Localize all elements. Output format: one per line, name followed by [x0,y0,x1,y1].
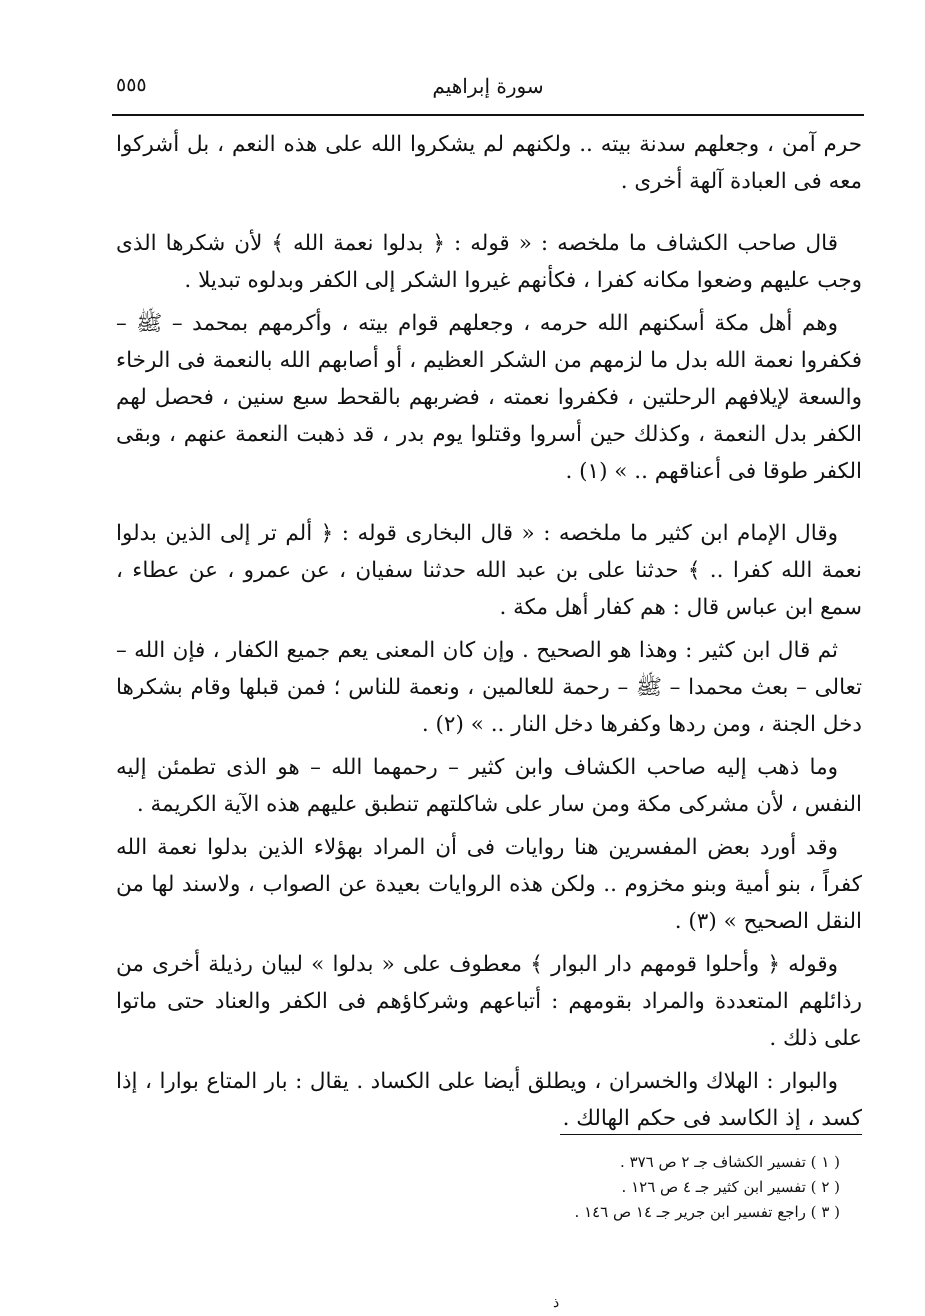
paragraph: وما ذهب إليه صاحب الكشاف وابن كثير – رحمهما الله – هو الذى تطمئن إليه النفس ، لأن مشركى مكة ومن سار على شاكلتهم تنطبق عليهم هذه الآية الكريمة . [116,755,862,817]
footnote: ( ١ ) تفسير الكشاف جـ ٢ ص ٣٧٦ . [620,1153,840,1171]
body-text [116,126,862,1137]
paragraph: وقوله ﴿ وأحلوا قومهم دار البوار ﴾ معطوف على « بدلوا » لبيان رذيلة أخرى من رذائلهم المتعددة والمراد بقومهم : أتباعهم وشركاؤهم فى الكفر والعناد حتى ماتوا على ذلك . [116,952,862,1051]
header-divider [112,114,864,116]
paragraph: وهم أهل مكة أسكنهم الله حرمه ، وجعلهم قوام بيته ، وأكرمهم بمحمد – ﷺ – فكفروا نعمة الله بدل ما لزمهم من الشكر العظيم ، أو أصابهم الله بالنعمة فى الرخاء والسعة لإيلافهم الرحلتين ، فكفروا نعمته ، فضربهم بالقحط سبع سنين ، فحصل لهم الكفر بدل النعمة ، وكذلك حين أسروا وقتلوا يوم بدر ، قد ذهبت النعمة عنهم ، وبقى الكفر طوقا فى أعناقهم .. » (١) . [116,311,862,484]
paragraph: قال صاحب الكشاف ما ملخصه : « قوله : ﴿ بدلوا نعمة الله ﴾ لأن شكرها الذى وجب عليهم وضعوا مكانه كفرا ، فكأنهم غيروا الشكر إلى الكفر وبدلوه تبديلا . [116,231,862,293]
footnotes [400,1150,840,1225]
paragraph: وقد أورد بعض المفسرين هنا روايات فى أن المراد بهؤلاء الذين بدلوا نعمة الله كفراً ، بنو أمية وبنو مخزوم .. ولكن هذه الروايات بعيدة عن الصواب ، ولاسند لها من النقل الصحيح » (٣) . [116,835,862,934]
footnote-divider [560,1134,862,1135]
signature-mark: ذ [553,1295,560,1311]
paragraph: والبوار : الهلاك والخسران ، ويطلق أيضا على الكساد . يقال : بار المتاع بوارا ، إذا كسد ، إذ الكاسد فى حكم الهالك . [116,1069,862,1131]
page-header [112,68,864,112]
page-number: ٥٥٥ [116,74,147,96]
paragraph: وقال الإمام ابن كثير ما ملخصه : « قال البخارى قوله : ﴿ ألم تر إلى الذين بدلوا نعمة الله كفرا .. ﴾ حدثنا على بن عبد الله حدثنا سفيان ، عن عمرو ، عن عطاء ، سمع ابن عباس قال : هم كفار أهل مكة . [116,521,862,620]
footnote: ( ٢ ) تفسير ابن كثير جـ ٤ ص ١٢٦ . [621,1178,840,1196]
page-title: سورة إبراهيم [432,74,544,98]
paragraph: حرم آمن ، وجعلهم سدنة بيته .. ولكنهم لم يشكروا الله على هذه النعم ، بل أشركوا معه فى العبادة آلهة أخرى . [116,132,862,194]
paragraph: ثم قال ابن كثير : وهذا هو الصحيح . وإن كان المعنى يعم جميع الكفار ، فإن الله – تعالى – بعث محمدا – ﷺ – رحمة للعالمين ، ونعمة للناس ؛ فمن قبلها وقام بشكرها دخل الجنة ، ومن ردها وكفرها دخل النار .. » (٢) . [116,638,862,737]
footnote: ( ٣ ) راجع تفسير ابن جرير جـ ١٤ ص ١٤٦ . [574,1203,840,1221]
